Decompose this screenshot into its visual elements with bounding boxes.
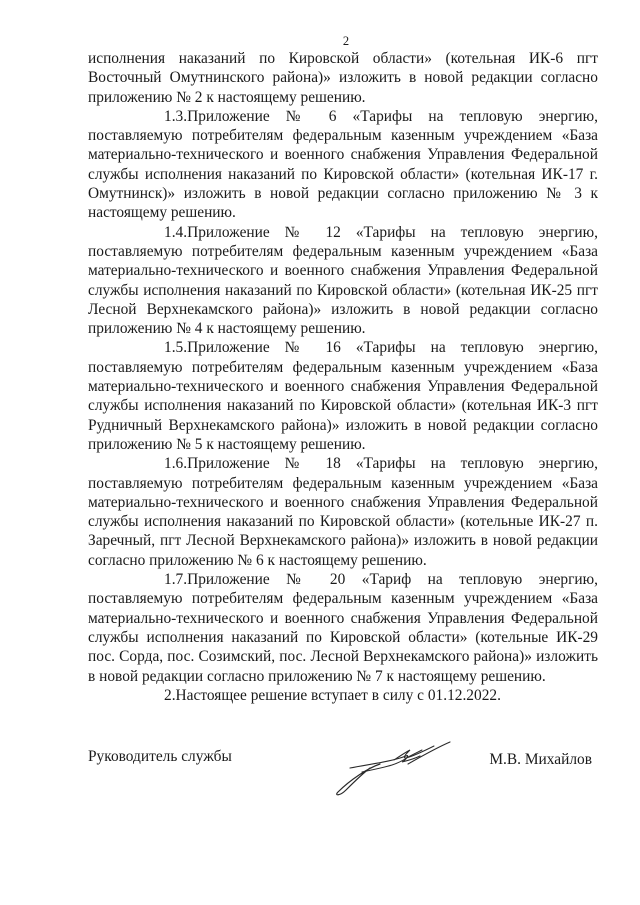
paragraph-number: 1.6. (164, 455, 188, 473)
paragraph-1-5 (88, 338, 598, 454)
paragraph-2 (88, 686, 598, 705)
paragraph-number: 1.3. (164, 107, 188, 125)
page-number: 2 (342, 34, 350, 48)
paragraph-text: Приложение № 6 «Тарифы на тепловую энергию, поставляемую потребителям федеральным казенным учреждением «База материально-технического и военного снабжения Управления Федеральной службы исполнения наказаний по Кировской области» (котельная ИК-17 г. Омутнинск)» изложить в новой редакции согласно приложению № 3 к настоящему решению. (88, 107, 598, 222)
paragraph-1-6 (88, 454, 598, 570)
signatory-name: М.В. Михайлов (489, 751, 592, 768)
paragraph-1-4 (88, 223, 598, 339)
paragraph-text: Приложение № 12 «Тарифы на тепловую энергию, поставляемую потребителям федеральным казенным учреждением «База материально-технического и военного снабжения Управления Федеральной службы исполнения наказаний по Кировской области» (котельная ИК-25 пгт Лесной Верхнекамского района)» изложить в новой редакции согласно приложению № 4 к настоящему решению. (88, 223, 598, 338)
document-body (88, 49, 598, 705)
paragraph-text: Приложение № 18 «Тарифы на тепловую энергию, поставляемую потребителям федеральным казенным учреждением «База материально-технического и военного снабжения Управления Федеральной службы исполнения наказаний по Кировской области» (котельные ИК-27 п. Заречный, пгт Лесной Верхнекамского района)» изложить в новой редакции согласно приложению № 6 к настоящему решению. (88, 455, 598, 569)
paragraph-text: Приложение № 16 «Тарифы на тепловую энергию, поставляемую потребителям федеральным казенным учреждением «База материально-технического и военного снабжения Управления Федеральной службы исполнения наказаний по Кировской области» (котельная ИК-3 пгт Рудничный Верхнекамского района)» изложить в новой редакции согласно приложению № 5 к настоящему решению. (88, 339, 598, 453)
paragraph-continuation (88, 49, 598, 107)
paragraph-1-7 (88, 570, 598, 686)
signatory-title: Руководитель службы (88, 748, 232, 765)
paragraph-number: 2. (164, 686, 176, 704)
paragraph-number: 1.5. (164, 339, 188, 357)
paragraph-number: 1.4. (164, 223, 188, 241)
handwritten-signature (310, 734, 470, 798)
paragraph-text: исполнения наказаний по Кировской области» (котельная ИК-6 пгт Восточный Омутнинского района)» изложить в новой редакции согласно приложению № 2 к настоящему решению. (88, 50, 598, 106)
paragraph-1-3 (88, 107, 598, 223)
signature-block (88, 748, 598, 808)
paragraph-text: Настоящее решение вступает в силу с 01.12.2022. (175, 686, 501, 704)
paragraph-number: 1.7. (164, 571, 188, 589)
paragraph-text: Приложение № 20 «Тариф на тепловую энергию, поставляемую потребителям федеральным казенным учреждением «База материально-технического и военного снабжения Управления Федеральной службы исполнения наказаний по Кировской области» (котельные ИК-29 пос. Сорда, пос. Созимский, пос. Лесной Верхнекамского района)» изложить в новой редакции согласно приложению № 7 к настоящему решению. (88, 571, 598, 685)
